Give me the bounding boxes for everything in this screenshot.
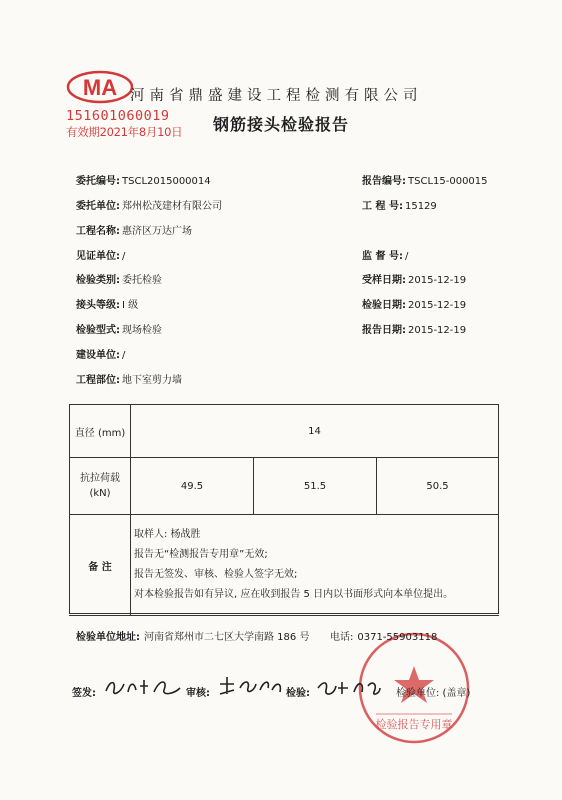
entrust-no-label: 委托编号: (76, 176, 120, 187)
inspector-signature (316, 676, 382, 698)
note-item: 取样人: 杨战胜 (134, 529, 201, 540)
joint-grade-value: I 级 (122, 300, 139, 311)
report-date-value: 2015-12-19 (408, 325, 467, 336)
joint-grade-field (76, 296, 138, 311)
project-name-value: 惠济区万达广场 (122, 226, 192, 237)
unit-label: 检验单位: (盖章) (396, 688, 471, 699)
cma-valid-date: 有效期2021年8月10日 (66, 125, 183, 139)
cma-number: 151601060019 (66, 108, 170, 124)
address-value: 河南省郑州市二七区大学南路 186 号 (144, 632, 310, 643)
part-label: 工程部位: (76, 375, 120, 386)
project-name-field (76, 222, 192, 237)
tensile-value-2: 51.5 (254, 458, 377, 514)
report-no-field (362, 172, 488, 187)
notes-label: 备 注 (70, 515, 131, 615)
receive-date-field (362, 271, 466, 286)
cma-logo-text: MA (82, 75, 118, 100)
receive-date-label: 受样日期: (362, 275, 406, 286)
tensile-value-3: 50.5 (426, 480, 449, 492)
client-value: 郑州松茂建材有限公司 (122, 201, 222, 212)
reviewer-signature (216, 674, 286, 698)
note-item: 报告无签发、审核、检验人签字无效; (134, 569, 298, 580)
phone-value: 0371-55903118 (357, 632, 438, 643)
test-mode-field (76, 321, 162, 336)
address-label: 检验单位地址: (76, 632, 140, 643)
test-date-field (362, 296, 466, 311)
cma-logo (66, 70, 134, 104)
client-label: 委托单位: (76, 201, 120, 212)
receive-date-value: 2015-12-19 (408, 275, 467, 286)
notes-list (134, 525, 453, 605)
diameter-row (70, 405, 498, 458)
review-label: 审核: (186, 688, 210, 699)
report-date-label: 报告日期: (362, 325, 406, 336)
test-date-label: 检验日期: (362, 300, 406, 311)
divider (69, 615, 499, 616)
tensile-label (70, 458, 131, 514)
entrust-no-value: TSCL2015000014 (122, 176, 211, 187)
supervisor-label: 监 督 号: (362, 251, 403, 262)
test-type-value: 委托检验 (122, 275, 162, 286)
witness-field (76, 247, 125, 262)
test-type-field (76, 271, 162, 286)
phone-field (330, 628, 437, 643)
part-value: 地下室剪力墙 (122, 375, 182, 386)
report-date-field (362, 321, 466, 336)
client-field (76, 197, 222, 212)
tensile-row (70, 458, 498, 515)
report-no-value: TSCL15-000015 (408, 176, 488, 187)
project-no-field (362, 197, 437, 212)
company-name: 河南省鼎盛建设工程检测有限公司 (130, 88, 423, 104)
joint-grade-label: 接头等级: (76, 300, 120, 311)
notes-row (70, 515, 498, 615)
test-type-label: 检验类别: (76, 275, 120, 286)
diameter-label: 直径 (mm) (70, 405, 131, 457)
test-mode-label: 检验型式: (76, 325, 120, 336)
supervisor-value: / (404, 251, 409, 262)
inspect-label: 检验: (286, 688, 310, 699)
witness-value: / (122, 251, 126, 262)
builder-label: 建设单位: (76, 350, 120, 361)
tensile-label-line1: 抗拉荷载 (80, 473, 120, 484)
test-date-value: 2015-12-19 (408, 300, 467, 311)
entrust-no-field (76, 172, 211, 187)
tensile-value-1: 49.5 (131, 458, 254, 514)
project-name-label: 工程名称: (76, 226, 120, 237)
project-no-label: 工 程 号: (362, 201, 403, 212)
stamp-text: 检验报告专用章 (375, 718, 453, 731)
phone-label: 电话: (330, 632, 354, 643)
issue-label: 签发: (72, 688, 96, 699)
diameter-value: 14 (308, 425, 321, 437)
report-title: 钢筋接头检验报告 (212, 115, 349, 134)
address-field (76, 628, 309, 643)
project-no-value: 15129 (404, 201, 437, 212)
test-mode-value: 现场检验 (122, 325, 162, 336)
report-no-label: 报告编号: (362, 176, 406, 187)
note-item: 对本检验报告如有异议, 应在收到报告 5 日内以书面形式向本单位提出。 (134, 589, 454, 600)
supervisor-field (362, 247, 408, 262)
witness-label: 见证单位: (76, 251, 120, 262)
part-field (76, 371, 182, 386)
issuer-signature (104, 676, 182, 698)
builder-value: / (122, 350, 126, 361)
tensile-label-line2: (kN) (89, 488, 111, 499)
results-table (69, 404, 499, 614)
builder-field (76, 346, 125, 361)
note-item: 报告无“检测报告专用章”无效; (134, 549, 268, 560)
